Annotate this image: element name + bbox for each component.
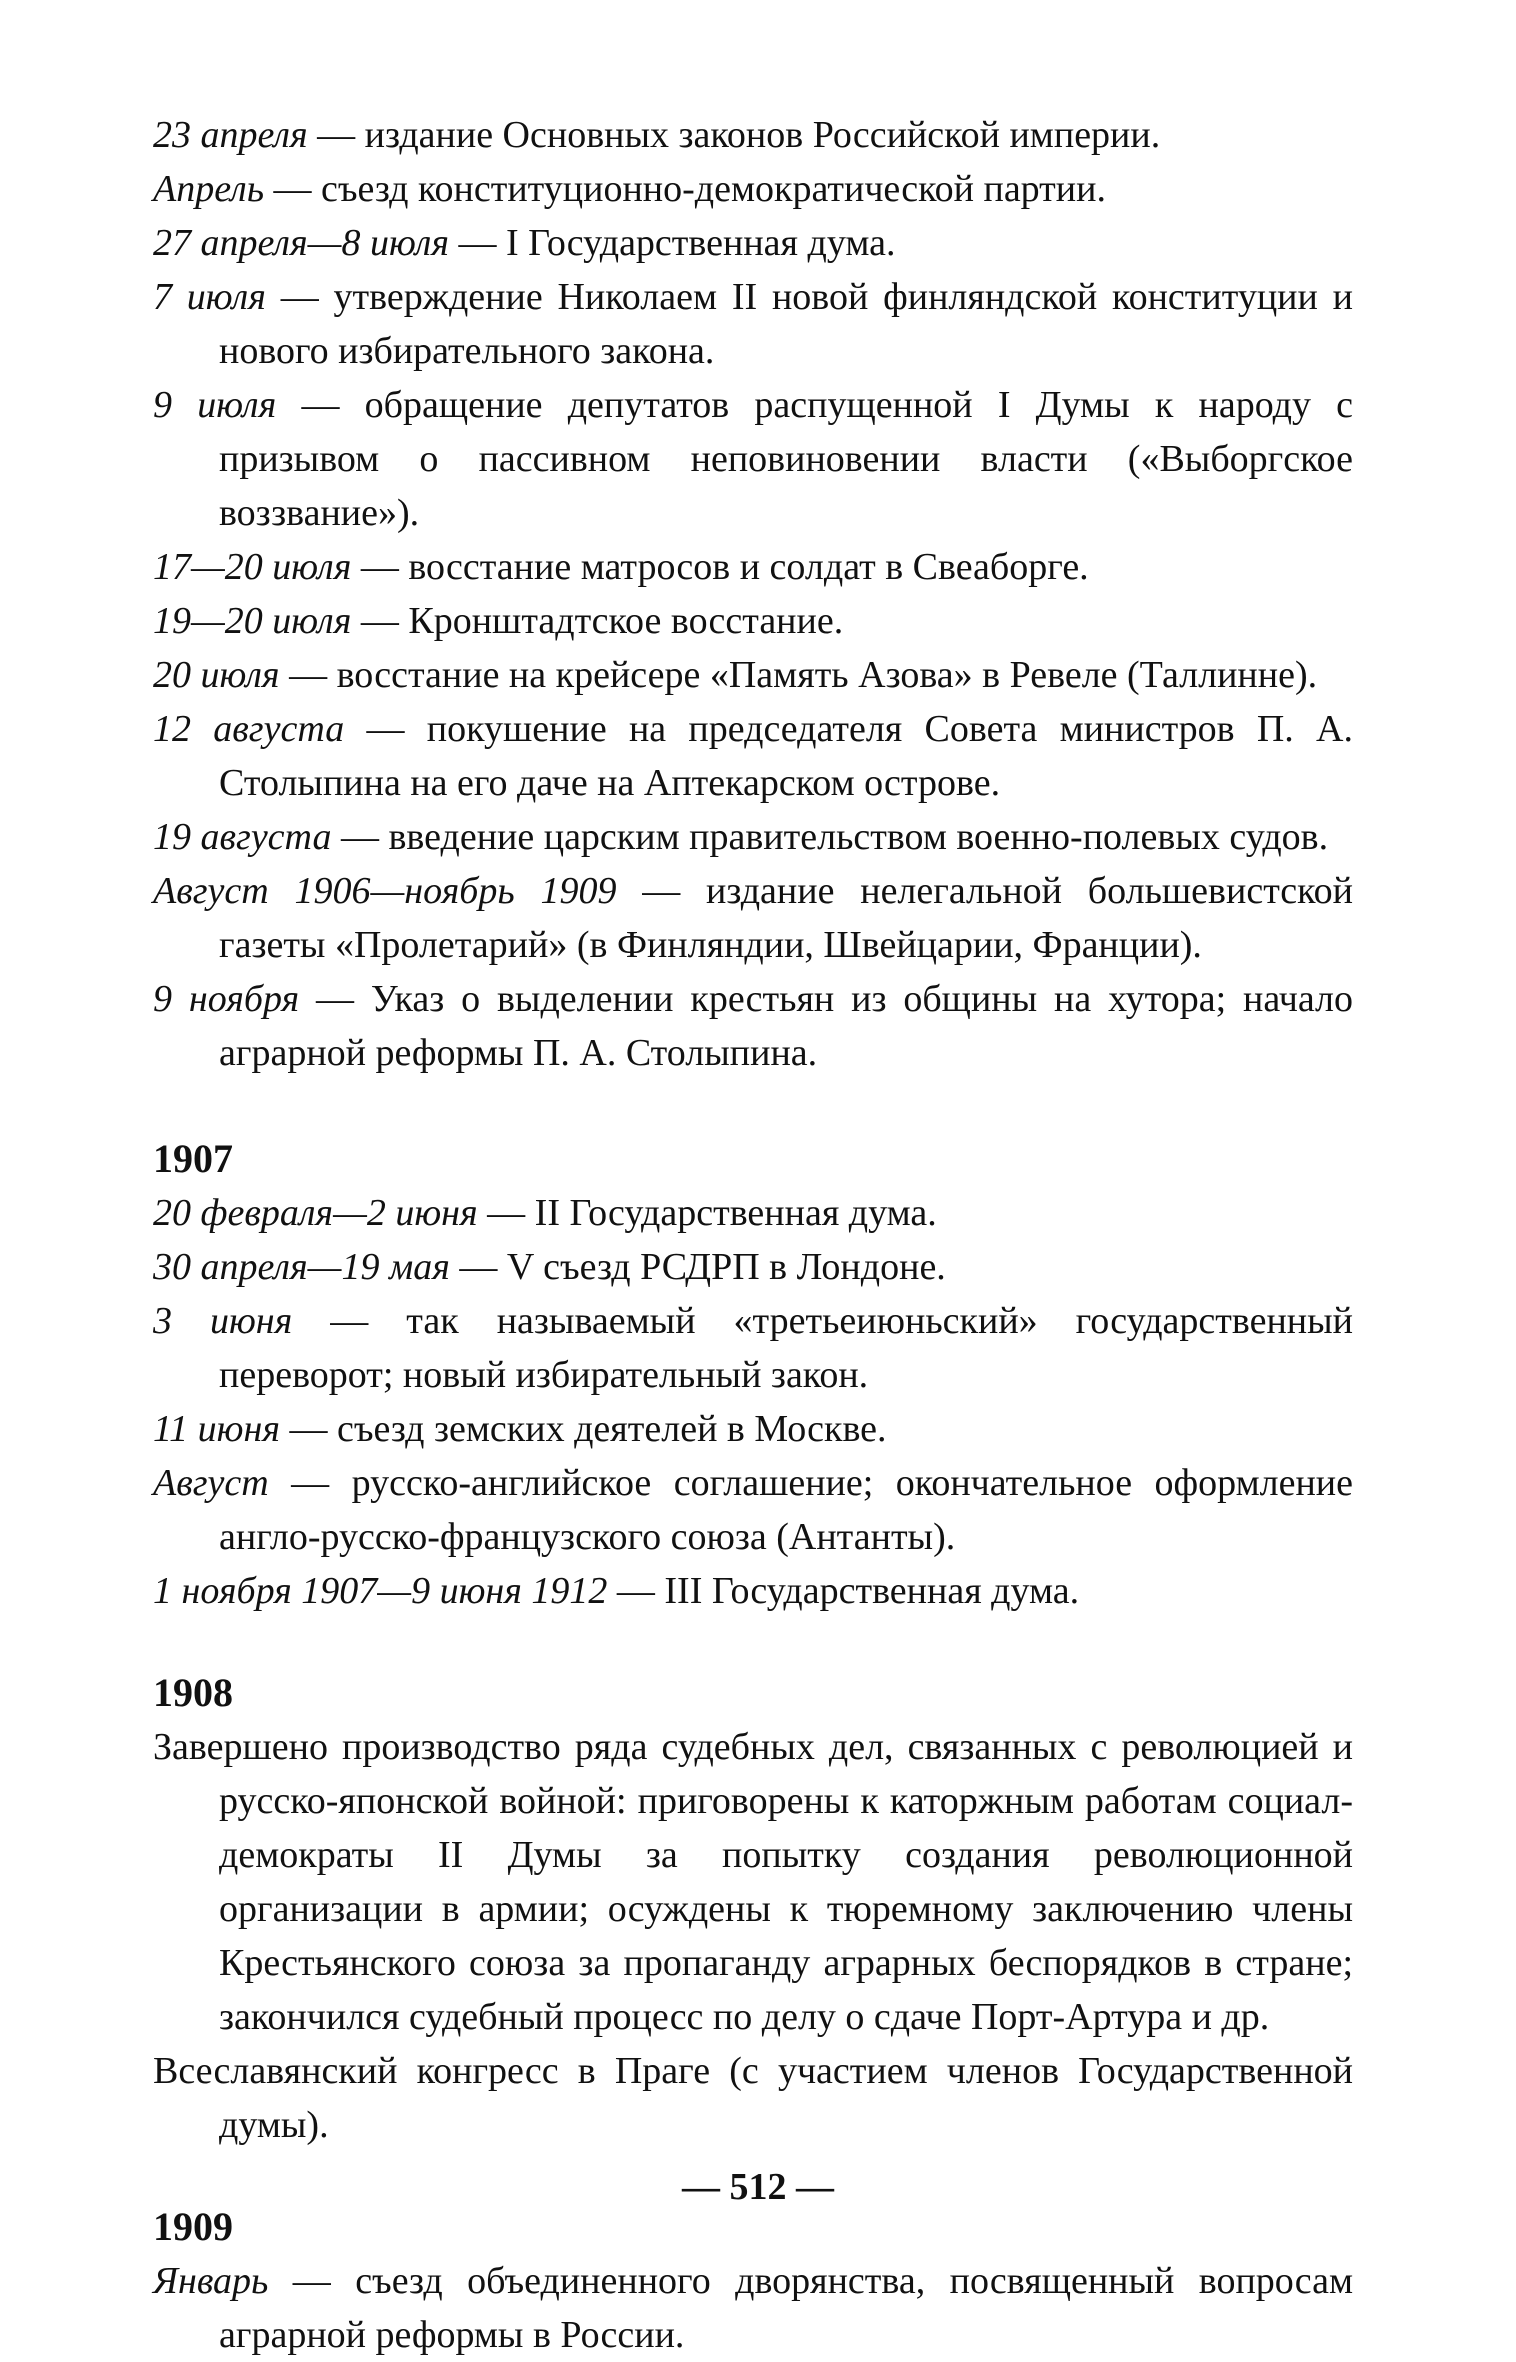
page-number: — 512 —	[682, 2166, 834, 2208]
entry-text: — I Государственная дума.	[449, 222, 896, 264]
entry-date: 23 апреля	[153, 114, 308, 156]
entry-text: — съезд конституционно-демократической партии.	[264, 168, 1106, 210]
entry-date: 9 ноября	[153, 978, 300, 1020]
chronology-entry	[153, 1456, 1353, 1564]
chronology-entry	[153, 810, 1353, 864]
entry-text: — обращение депутатов распущенной I Думы к народу с призывом о пассивном неповиновении власти («Выборгское воззвание»).	[219, 384, 1353, 534]
chronology-entry	[153, 1186, 1353, 1240]
year-heading-1909: 1909	[153, 2204, 233, 2249]
chronology-entry	[153, 270, 1353, 378]
entry-text: — III Государственная дума.	[607, 1570, 1080, 1612]
entry-date: 27 апреля—8 июля	[153, 222, 450, 264]
entry-date: 7 июля	[153, 276, 266, 318]
year-heading-1908: 1908	[153, 1670, 233, 1715]
entry-date: 17—20 июля	[153, 546, 352, 588]
year-heading-1907: 1907	[153, 1136, 233, 1181]
chronology-entry	[153, 1402, 1353, 1456]
entry-text: — Кронштадтское восстание.	[351, 600, 844, 642]
chronology-entry	[153, 108, 1353, 162]
entry-date: 20 июля	[153, 654, 280, 696]
chronology-entry	[153, 162, 1353, 216]
chronology-entry	[153, 1240, 1353, 1294]
entry-date: 20 февраля—2 июня	[153, 1192, 478, 1234]
entry-text: — введение царским правительством военно-полевых судов.	[331, 816, 1329, 858]
entry-text: — так называемый «третьеиюньский» государственный переворот; новый избирательный закон.	[219, 1300, 1354, 1396]
chronology-entry	[153, 2254, 1353, 2362]
entry-text: — II Государственная дума.	[477, 1192, 937, 1234]
entry-date: 9 июля	[153, 384, 277, 426]
entry-text: Всеславянский конгресс в Праге (с участием членов Государственной думы).	[153, 2050, 1353, 2146]
entry-date: 19 августа	[153, 816, 332, 858]
entry-text: — издание Основных законов Российской империи.	[307, 114, 1161, 156]
entry-date: 30 апреля—19 мая	[153, 1246, 450, 1288]
entry-date: Апрель	[153, 168, 264, 210]
chronology-entry	[153, 1720, 1353, 2044]
chronology-entry	[153, 864, 1353, 972]
entry-date: Январь	[153, 2260, 269, 2302]
entry-date: 3 июня	[153, 1300, 293, 1342]
entry-text: — съезд объединенного дворянства, посвященный вопросам аграрной реформы в России.	[219, 2260, 1353, 2356]
chronology-entry	[153, 1294, 1353, 1402]
chronology-entry	[153, 1564, 1353, 1618]
chronology-entry	[153, 540, 1353, 594]
entry-text: — издание нелегальной большевистской газеты «Пролетарий» (в Финляндии, Швейцарии, Франции).	[219, 870, 1353, 966]
entry-text: — восстание матросов и солдат в Свеаборге.	[351, 546, 1089, 588]
entry-text: — съезд земских деятелей в Москве.	[280, 1408, 887, 1450]
entry-date: Август	[153, 1462, 269, 1504]
entry-text: — V съезд РСДРП в Лондоне.	[449, 1246, 946, 1288]
chronology-entry	[153, 378, 1353, 540]
entry-date: Август 1906—ноябрь 1909	[153, 870, 617, 912]
entry-date: 1 ноября 1907—9 июня 1912	[153, 1570, 608, 1612]
chronology-entry	[153, 972, 1353, 1080]
entry-text: — утверждение Николаем II новой финляндской конституции и нового избирательного закона.	[219, 276, 1353, 372]
entry-text: — восстание на крейсере «Память Азова» в Ревеле (Таллинне).	[279, 654, 1318, 696]
entry-date: 11 июня	[153, 1408, 280, 1450]
entry-text: Завершено производство ряда судебных дел, связанных с революцией и русско-японской войной: приговорены к каторжным работам социал-демократы II Думы за попытку создания революционной организации в армии; осуждены к тюремному заключению члены Крестьянского союза за пропаганду аграрных беспорядков в стране; закончился судебный процесс по делу о сдаче Порт-Артура и др.	[153, 1726, 1353, 2038]
entry-text: — покушение на председателя Совета министров П. А. Столыпина на его даче на Аптекарском острове.	[219, 708, 1353, 804]
document-page	[153, 108, 1353, 2362]
chronology-entry	[153, 648, 1353, 702]
entry-text: — русско-английское соглашение; окончательное оформление англо-русско-французского союза (Антанты).	[219, 1462, 1353, 1558]
entry-text: — Указ о выделении крестьян из общины на хутора; начало аграрной реформы П. А. Столыпина.	[219, 978, 1353, 1074]
chronology-entry	[153, 216, 1353, 270]
chronology-entry	[153, 594, 1353, 648]
chronology-entry	[153, 702, 1353, 810]
entry-date: 12 августа	[153, 708, 345, 750]
entry-date: 19—20 июля	[153, 600, 352, 642]
chronology-entry	[153, 2044, 1353, 2152]
